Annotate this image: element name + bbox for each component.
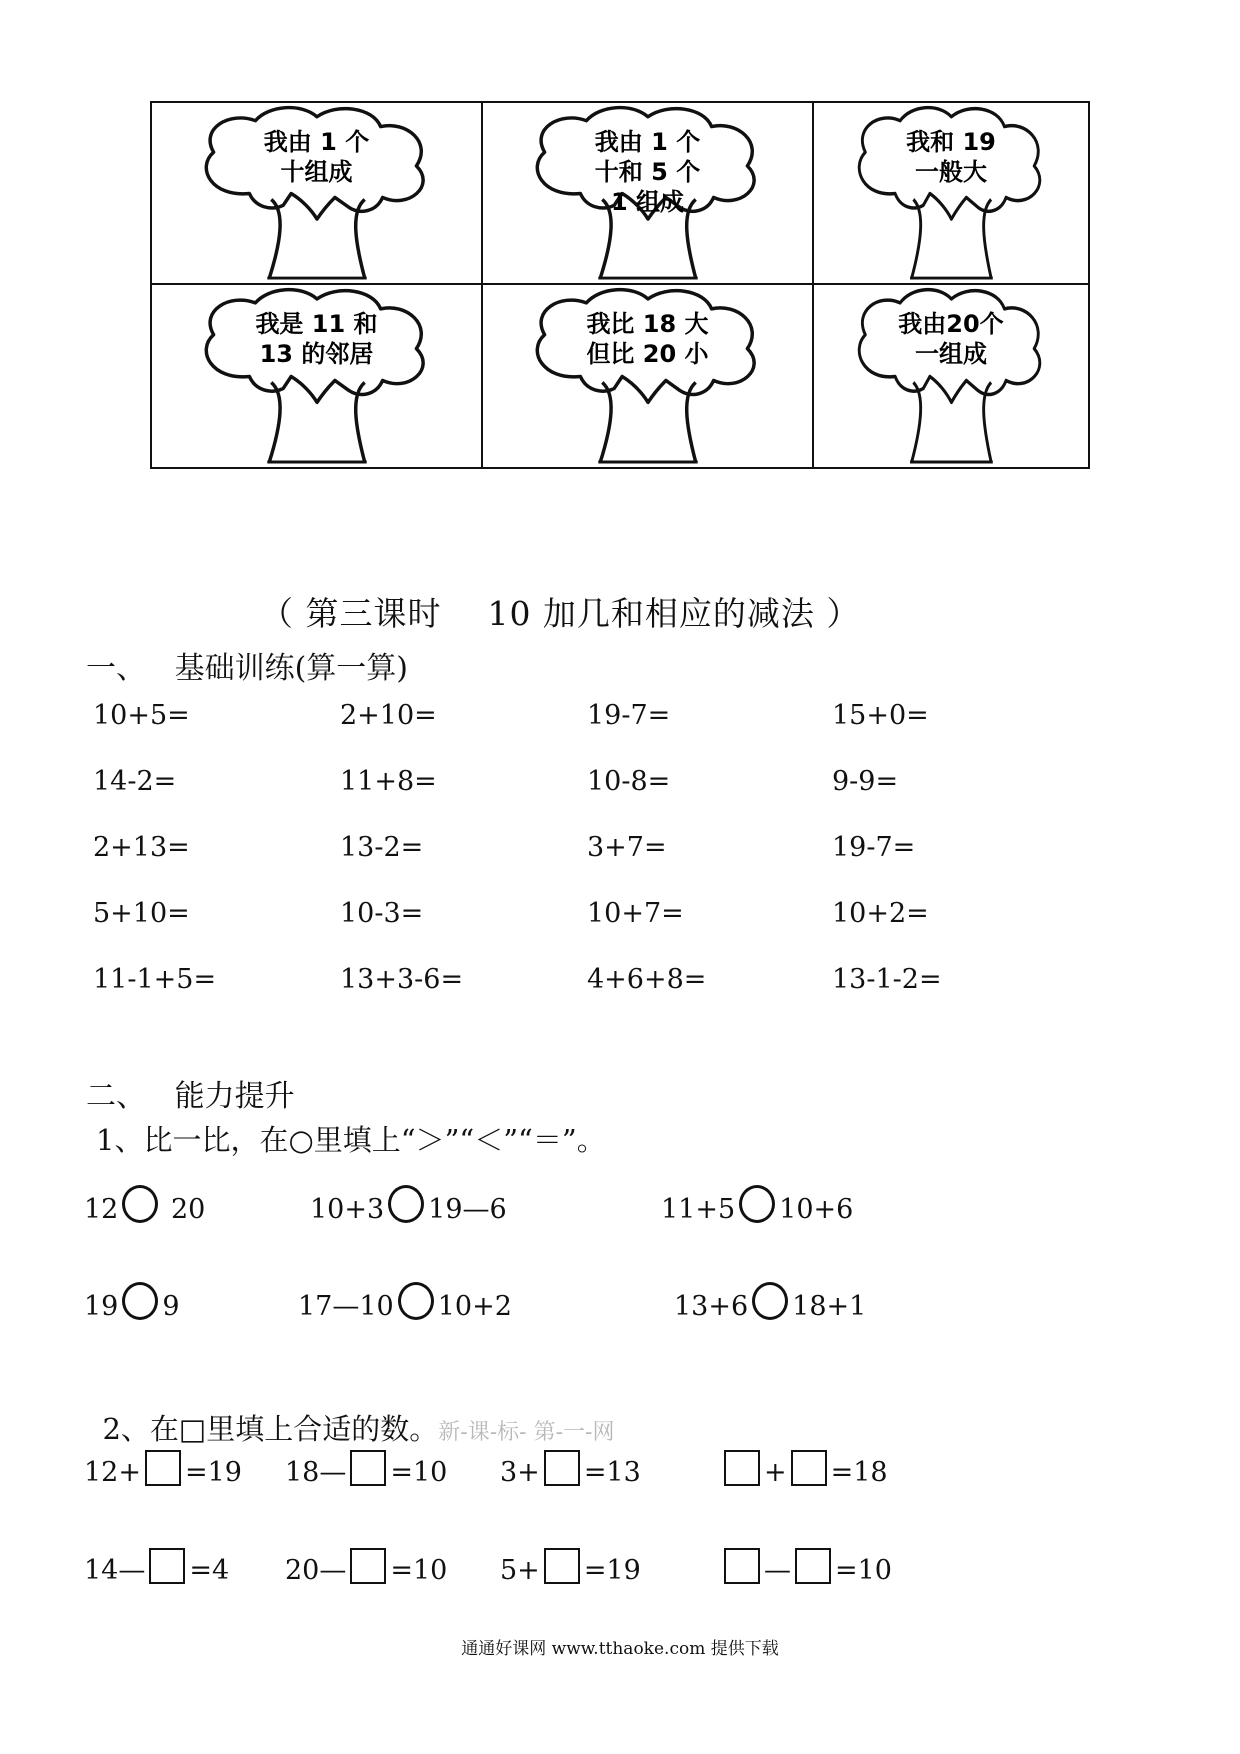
exercise-item: 19-7= bbox=[587, 700, 671, 731]
compare-item bbox=[674, 1282, 866, 1322]
answer-box[interactable] bbox=[791, 1450, 827, 1486]
compare-right: 19—6 bbox=[428, 1194, 507, 1225]
compare-item bbox=[84, 1282, 180, 1322]
fill-right: =19 bbox=[583, 1555, 641, 1586]
tree-cell bbox=[814, 103, 1088, 285]
fill-operator: + bbox=[764, 1457, 787, 1488]
compare-left: 13+6 bbox=[674, 1291, 749, 1322]
exercise-item: 3+7= bbox=[587, 832, 667, 863]
fill-left: 5+ bbox=[500, 1555, 540, 1586]
fill-item bbox=[285, 1450, 447, 1488]
fill-right: =10 bbox=[390, 1457, 448, 1488]
exercise-item: 13+3-6= bbox=[340, 964, 464, 995]
fill-right: =18 bbox=[830, 1457, 888, 1488]
answer-circle[interactable] bbox=[122, 1185, 158, 1223]
tree-text: 我和 19 一般大 bbox=[906, 128, 996, 186]
lesson-title: （ 第三课时 10 加几和相应的减法 ） bbox=[260, 594, 861, 633]
exercise-item: 11+8= bbox=[340, 766, 437, 797]
compare-right: 18+1 bbox=[792, 1291, 867, 1322]
exercise-item: 10+5= bbox=[93, 700, 190, 731]
answer-box[interactable] bbox=[724, 1450, 760, 1486]
compare-item bbox=[298, 1282, 512, 1322]
fill-right: =10 bbox=[390, 1555, 448, 1586]
compare-item bbox=[661, 1185, 853, 1225]
fill-question-prompt bbox=[84, 1373, 614, 1448]
fill-item bbox=[84, 1450, 242, 1488]
exercise-item: 13-2= bbox=[340, 832, 424, 863]
tree-text: 我是 11 和 13 的邻居 bbox=[255, 310, 378, 368]
exercise-item: 14-2= bbox=[93, 766, 177, 797]
fill-left: 12+ bbox=[84, 1457, 141, 1488]
compare-right: 10+6 bbox=[779, 1194, 854, 1225]
answer-box[interactable] bbox=[145, 1450, 181, 1486]
fill-left: 18— bbox=[285, 1457, 347, 1488]
compare-right: 20 bbox=[162, 1194, 206, 1225]
tree-grid bbox=[150, 101, 1090, 469]
answer-circle[interactable] bbox=[398, 1282, 434, 1320]
answer-circle[interactable] bbox=[752, 1282, 788, 1320]
tree-text: 我由 1 个 十组成 bbox=[263, 128, 370, 186]
compare-left: 10+3 bbox=[310, 1194, 385, 1225]
fill-left: 20— bbox=[285, 1555, 347, 1586]
answer-box[interactable] bbox=[149, 1548, 185, 1584]
answer-box[interactable] bbox=[350, 1548, 386, 1584]
tree-cell bbox=[483, 103, 814, 285]
exercise-grid bbox=[93, 700, 1073, 996]
exercise-item: 13-1-2= bbox=[832, 964, 942, 995]
fill-item bbox=[285, 1548, 447, 1586]
fill-item bbox=[500, 1450, 641, 1488]
exercise-item: 11-1+5= bbox=[93, 964, 217, 995]
exercise-item: 2+10= bbox=[340, 700, 437, 731]
fill-right: =10 bbox=[835, 1555, 892, 1586]
footer: 通通好课网 www.tthaoke.com 提供下载 bbox=[461, 1639, 779, 1659]
exercise-item: 10-8= bbox=[587, 766, 671, 797]
exercise-item: 10+2= bbox=[832, 898, 929, 929]
watermark: 新-课-标- 第-一-网 bbox=[438, 1420, 615, 1445]
answer-box[interactable] bbox=[724, 1548, 760, 1584]
fill-item bbox=[84, 1548, 229, 1586]
exercise-item: 4+6+8= bbox=[587, 964, 707, 995]
answer-circle[interactable] bbox=[388, 1185, 424, 1223]
section-1-title: 一、 基础训练(算一算) bbox=[86, 651, 409, 686]
fill-prompt-text: 2、在□里填上合适的数。 bbox=[102, 1412, 439, 1446]
tree-text: 我比 18 大 但比 20 小 bbox=[586, 310, 709, 368]
tree-text: 我由20个 一组成 bbox=[898, 310, 1004, 368]
exercise-item: 15+0= bbox=[832, 700, 929, 731]
compare-question-prompt: 1、比一比，在○里填上“＞”“＜”“＝”。 bbox=[96, 1123, 606, 1157]
fill-right: =4 bbox=[189, 1555, 230, 1586]
tree-cell bbox=[152, 285, 483, 467]
section-2-title: 二、 能力提升 bbox=[86, 1079, 295, 1114]
compare-left: 12 bbox=[84, 1194, 119, 1225]
compare-left: 19 bbox=[84, 1291, 119, 1322]
exercise-item: 19-7= bbox=[832, 832, 916, 863]
answer-box[interactable] bbox=[544, 1548, 580, 1584]
fill-item bbox=[720, 1450, 888, 1488]
answer-box[interactable] bbox=[544, 1450, 580, 1486]
answer-circle[interactable] bbox=[122, 1282, 158, 1320]
fill-operator: — bbox=[764, 1555, 791, 1586]
exercise-item: 10+7= bbox=[587, 898, 684, 929]
compare-left: 11+5 bbox=[661, 1194, 736, 1225]
compare-left: 17—10 bbox=[298, 1291, 394, 1322]
fill-right: =13 bbox=[583, 1457, 641, 1488]
fill-item bbox=[720, 1548, 892, 1586]
exercise-item: 5+10= bbox=[93, 898, 190, 929]
tree-text: 我由 1 个 十和 5 个 1 组成 bbox=[594, 128, 701, 216]
fill-left: 3+ bbox=[500, 1457, 540, 1488]
exercise-item: 9-9= bbox=[832, 766, 899, 797]
compare-item bbox=[310, 1185, 507, 1225]
answer-circle[interactable] bbox=[739, 1185, 775, 1223]
answer-box[interactable] bbox=[795, 1548, 831, 1584]
tree-cell bbox=[483, 285, 814, 467]
compare-right: 10+2 bbox=[437, 1291, 512, 1322]
tree-cell bbox=[152, 103, 483, 285]
fill-right: =19 bbox=[184, 1457, 242, 1488]
compare-item bbox=[84, 1185, 205, 1225]
tree-cell bbox=[814, 285, 1088, 467]
fill-item bbox=[500, 1548, 641, 1586]
exercise-item: 2+13= bbox=[93, 832, 190, 863]
exercise-item: 10-3= bbox=[340, 898, 424, 929]
compare-right: 9 bbox=[162, 1291, 180, 1322]
answer-box[interactable] bbox=[350, 1450, 386, 1486]
fill-left: 14— bbox=[84, 1555, 146, 1586]
